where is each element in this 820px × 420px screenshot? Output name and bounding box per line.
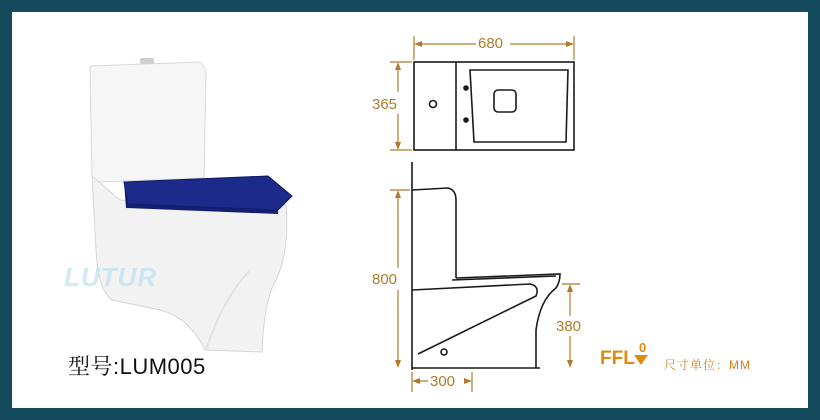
top-view-drawing [414, 62, 574, 150]
floor-level-label: FFL [600, 348, 635, 369]
dimension-lines [390, 36, 580, 392]
flush-button [140, 58, 154, 64]
floor-level-value: 0 [639, 340, 647, 355]
model-number: 型号:LUM005 [68, 354, 206, 379]
toilet-tank [90, 62, 206, 182]
dim-height: 800 [372, 271, 398, 288]
side-view-drawing [412, 162, 560, 370]
floor-level-marker [634, 355, 648, 365]
dim-top-depth: 365 [372, 96, 398, 113]
dim-seat-height: 380 [556, 318, 582, 335]
brand-watermark: LUTUR [64, 262, 158, 292]
dim-outlet-offset: 300 [430, 373, 456, 390]
toilet-photo [90, 58, 292, 352]
unit-note: 尺寸单位：MM [664, 358, 751, 372]
dim-top-width: 680 [478, 35, 504, 52]
